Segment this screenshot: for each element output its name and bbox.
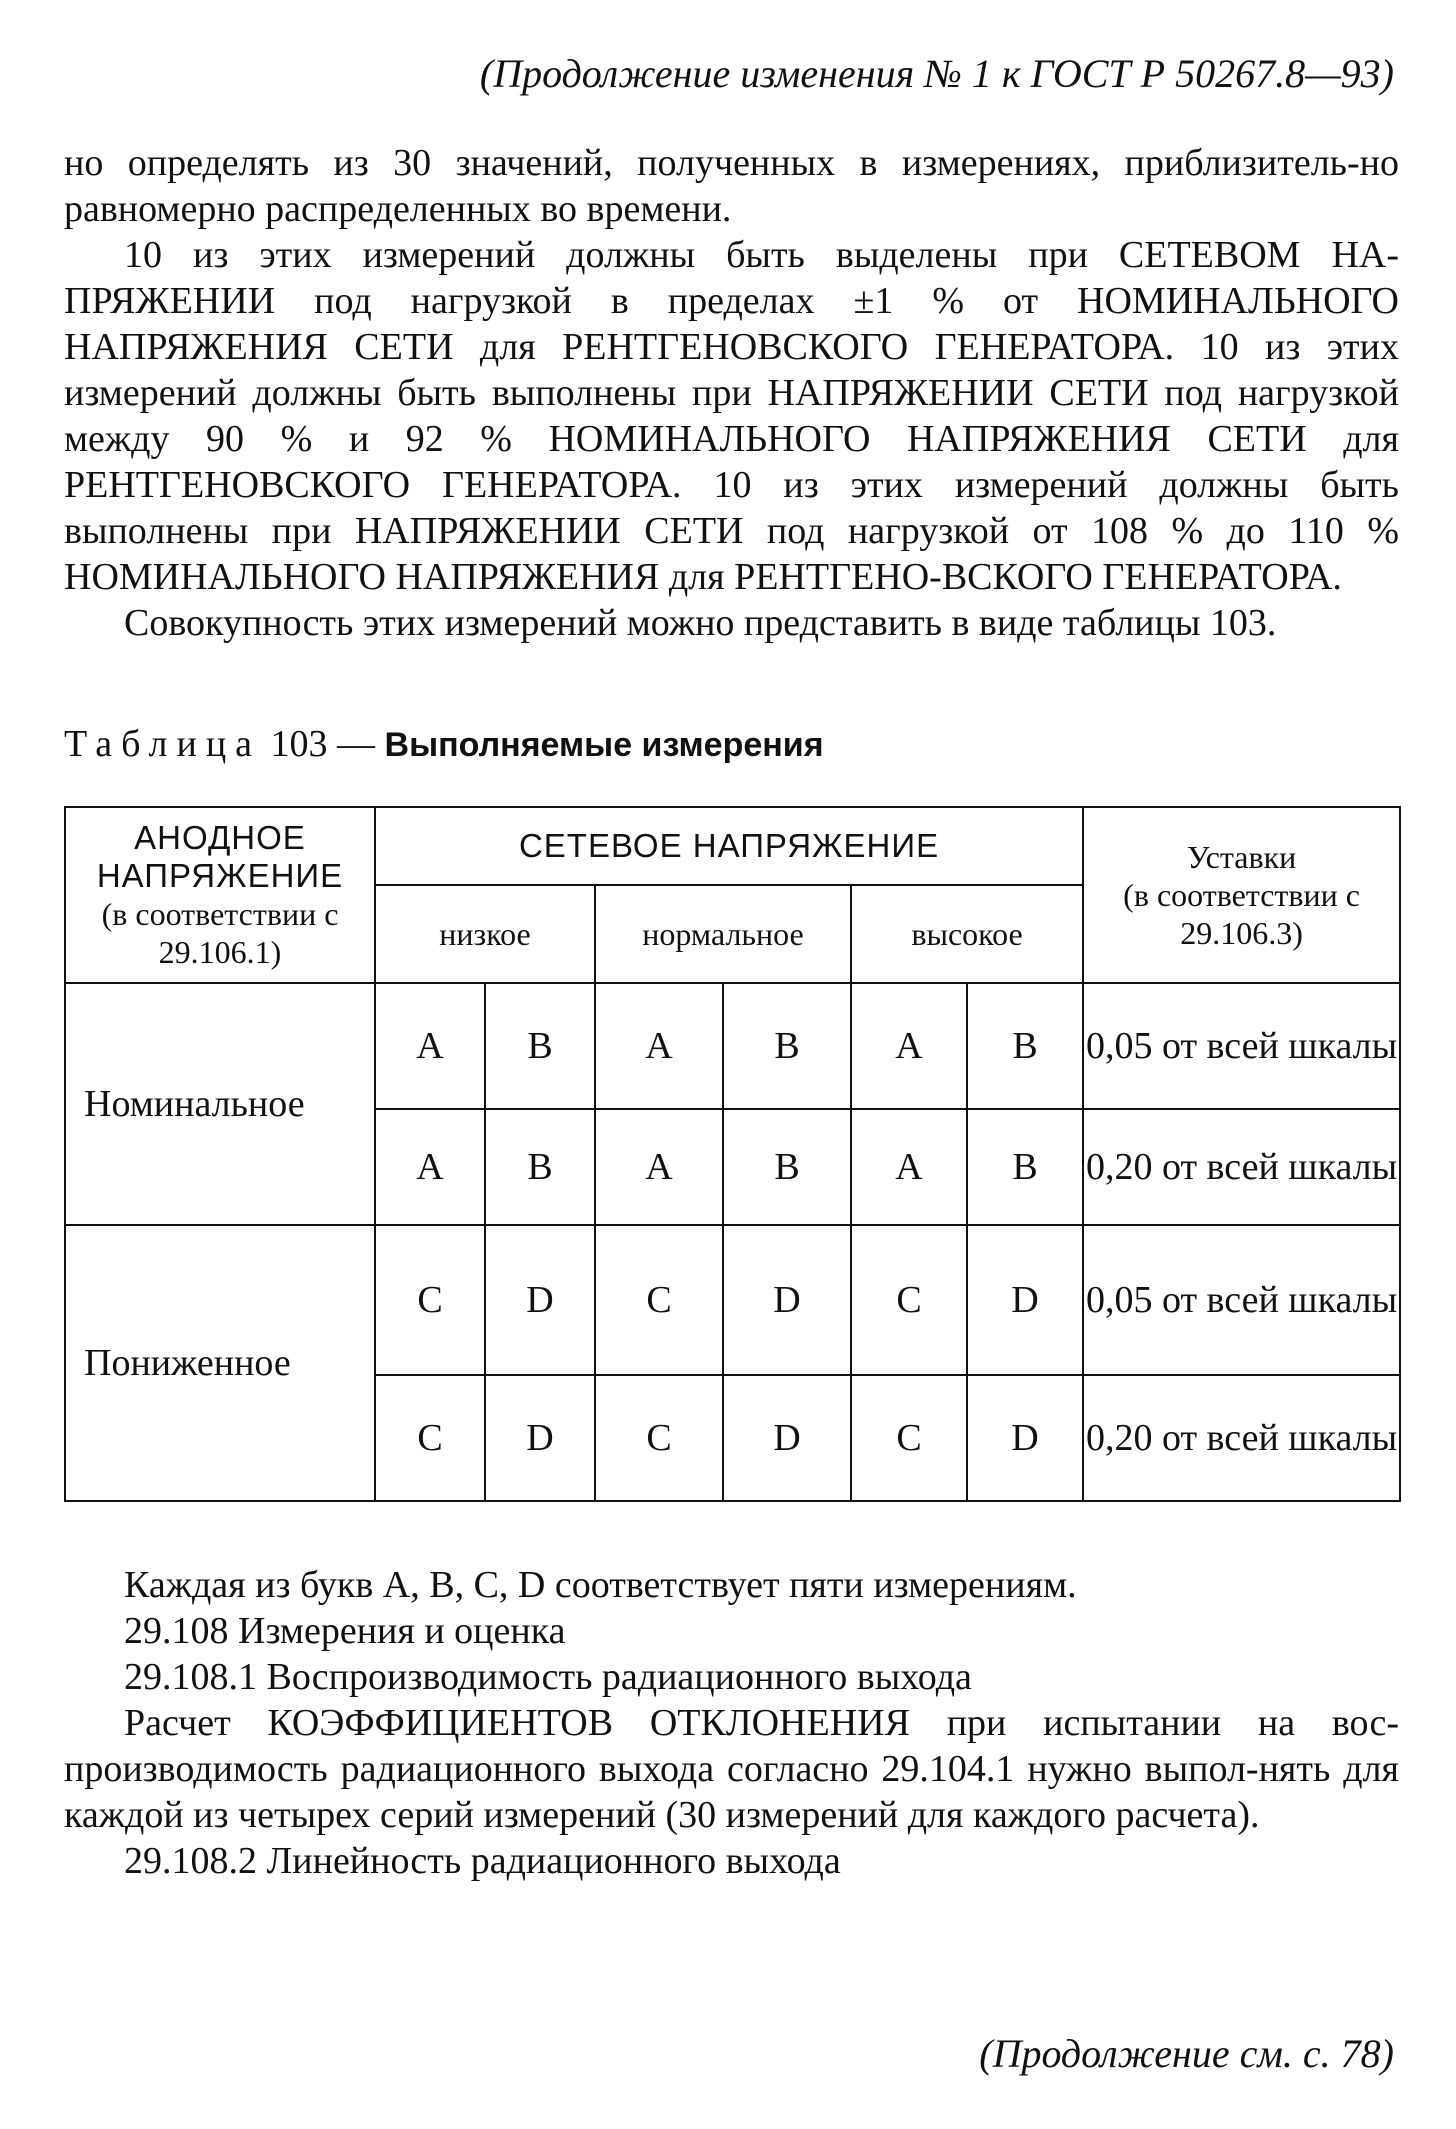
paragraph-deviation-coefficients: Расчет КОЭФФИЦИЕНТОВ ОТКЛОНЕНИЯ при испытании на вос-производимость радиационного выхода согласно 29.104.1 нужно выпол-нять для каждой из четырех серий измерений (30 измерений для каждого расчета). [64,1702,1399,1836]
table-cell-letter: C [595,1225,723,1375]
table-cell-letter: B [485,1109,595,1225]
setpoint-cell: 0,05 от всей шкалы [1083,983,1400,1109]
table-cell-letter: C [851,1225,967,1375]
row-label-reduced: Пониженное [65,1225,375,1501]
row-label-nominal: Номинальное [65,983,375,1225]
table-caption-number: 103 [270,723,328,765]
settings-note: (в соответствии с 29.106.3) [1123,877,1360,951]
table-cell-letter: C [375,1375,485,1501]
settings-header [1083,807,1400,983]
paragraph-table-reference: Совокупность этих измерений можно представить в виде таблицы 103. [124,602,1277,644]
table-caption [64,722,824,766]
table-cell-letter: B [723,1109,851,1225]
section-heading-29-108-1: 29.108.1 Воспроизводимость радиационного выхода [124,1656,972,1698]
section-heading-29-108-2: 29.108.2 Линейность радиационного выхода [124,1840,841,1882]
anode-voltage-note: (в соответствии с 29.106.1) [101,896,339,970]
table-cell-letter: B [967,983,1083,1109]
table-cell-letter: C [375,1225,485,1375]
table-cell-letter: B [485,983,595,1109]
table-caption-dash: — [337,723,376,765]
table-cell-letter: A [375,1109,485,1225]
table-cell-letter: A [851,983,967,1109]
table-caption-label: Таблица [64,723,262,765]
table-cell-letter: B [967,1109,1083,1225]
table-caption-title: Выполняемые измерения [384,726,824,764]
setpoint-cell: 0,20 от всей шкалы [1083,1375,1400,1501]
mains-high-header: высокое [851,885,1083,983]
table-cell-letter: D [485,1375,595,1501]
mains-normal-header: нормальное [595,885,851,983]
paragraph-measurement-conditions: 10 из этих измерений должны быть выделены при СЕТЕВОМ НА-ПРЯЖЕНИИ под нагрузкой в пределах ±1 % от НОМИНАЛЬНОГО НАПРЯЖЕНИЯ СЕТИ для РЕНТГЕНОВСКОГО ГЕНЕРАТОРА. 10 из этих измерений должны быть выполнены при НАПРЯЖЕНИИ СЕТИ под нагрузкой между 90 % и 92 % НОМИНАЛЬНОГО НАПРЯЖЕНИЯ СЕТИ для РЕНТГЕНОВСКОГО ГЕНЕРАТОРА. 10 из этих измерений должны быть выполнены при НАПРЯЖЕНИИ СЕТИ под нагрузкой от 108 % до 110 % НОМИНАЛЬНОГО НАПРЯЖЕНИЯ для РЕНТГЕНО-ВСКОГО ГЕНЕРАТОРА. [64,234,1399,598]
continuation-footer: (Продолжение см. с. 78) [979,2031,1394,2076]
table-cell-letter: A [851,1109,967,1225]
setpoint-cell: 0,05 от всей шкалы [1083,1225,1400,1375]
anode-voltage-title: АНОДНОЕ НАПРЯЖЕНИЕ [96,819,344,894]
paragraph-letters-note: Каждая из букв A, B, C, D соответствует пяти измерениям. [124,1564,1077,1606]
setpoint-cell: 0,20 от всей шкалы [1083,1109,1400,1225]
mains-low-header: низкое [375,885,595,983]
anode-voltage-header [65,807,375,983]
table-cell-letter: D [967,1225,1083,1375]
continuation-header: (Продолжение изменения № 1 к ГОСТ Р 50267.8—93) [479,51,1394,96]
table-row [65,1225,1400,1375]
table-cell-letter: D [485,1225,595,1375]
mains-voltage-header: СЕТЕВОЕ НАПРЯЖЕНИЕ [375,807,1083,885]
section-heading-29-108: 29.108 Измерения и оценка [124,1610,566,1652]
table-cell-letter: C [851,1375,967,1501]
measurements-table [64,806,1401,1502]
settings-title: Уставки [1186,839,1297,875]
table-row [65,983,1400,1109]
table-cell-letter: D [967,1375,1083,1501]
table-cell-letter: D [723,1375,851,1501]
table-cell-letter: C [595,1375,723,1501]
table-cell-letter: B [723,983,851,1109]
table-cell-letter: D [723,1225,851,1375]
table-cell-letter: A [375,983,485,1109]
table-cell-letter: A [595,983,723,1109]
intro-text [64,140,1399,646]
after-table-text [64,1562,1399,1884]
paragraph-continuation: но определять из 30 значений, полученных в измерениях, приблизитель-но равномерно распределенных во времени. [64,142,1399,230]
table-cell-letter: A [595,1109,723,1225]
